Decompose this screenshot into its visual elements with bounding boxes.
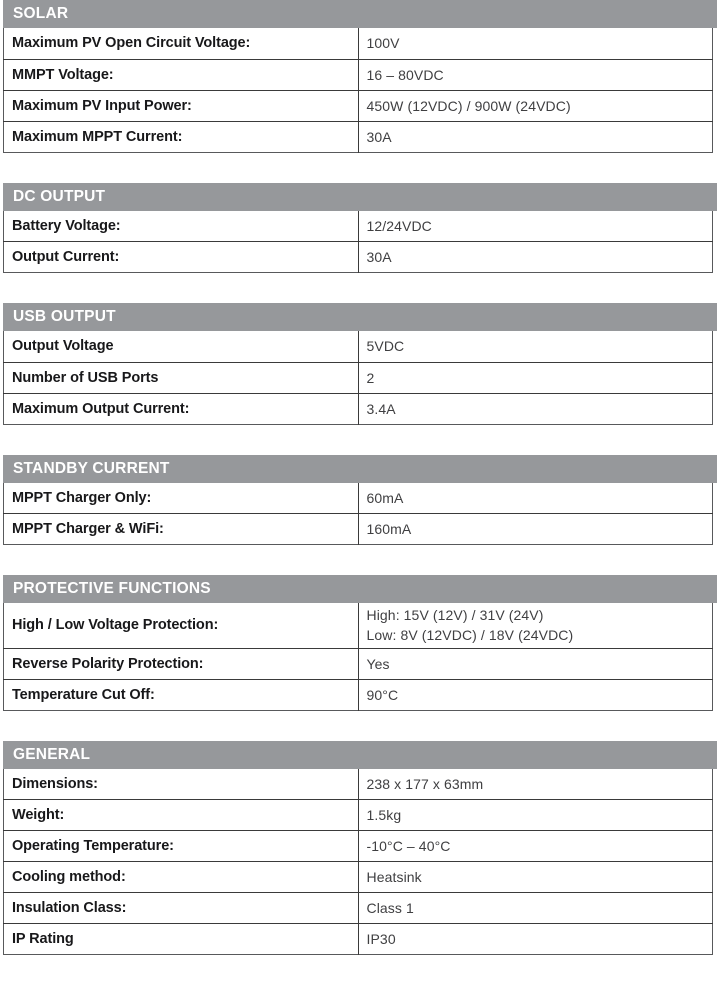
spec-value: 3.4A [366,400,396,417]
table-row [4,393,713,424]
spec-value: 12/24VDC [358,211,713,242]
spec-section [0,303,719,425]
spec-value: 90°C [366,686,399,703]
table-row [4,28,713,59]
table-row [4,59,713,90]
spec-value: 160mA [366,521,412,537]
spec-value-line: High: 15V (12V) / 31V (24V) [366,607,544,623]
spec-label: Cooling method: [4,862,359,893]
spec-label: Output Voltage [4,331,359,362]
spec-table [3,483,713,546]
section-header: PROTECTIVE FUNCTIONS [3,575,717,603]
spec-section [0,455,719,546]
section-header: DC OUTPUT [3,183,717,211]
spec-value: 2 [358,362,713,393]
section-header: STANDBY CURRENT [3,455,717,483]
spec-label: High / Low Voltage Protection: [4,603,359,648]
table-row [4,924,713,955]
table-row [4,800,713,831]
spec-section [0,0,719,153]
spec-label: IP Rating [4,924,359,955]
spec-table [3,769,713,956]
spec-value: 238 x 177 x 63mm [358,769,713,800]
table-row [4,211,713,242]
spec-label: MPPT Charger & WiFi: [4,514,359,545]
spec-value: Class 1 [358,893,713,924]
spec-value: -10°C – 40°C [358,831,713,862]
table-row [4,242,713,273]
spec-label: MPPT Charger Only: [4,483,359,514]
spec-label: Maximum MPPT Current: [4,121,359,152]
spec-value: 100V [358,28,713,59]
spec-label: Maximum PV Open Circuit Voltage: [4,28,359,59]
spec-value-line: Low: 8V (12VDC) / 18V (24VDC) [366,627,574,644]
spec-label: Reverse Polarity Protection: [4,648,359,679]
spec-section [0,575,719,711]
spec-table [3,211,713,274]
table-row [4,90,713,121]
table-row [4,121,713,152]
section-header: USB OUTPUT [3,303,717,331]
table-row [4,769,713,800]
table-row [4,893,713,924]
spec-label: Operating Temperature: [4,831,359,862]
spec-table [3,28,713,153]
spec-table [3,331,713,425]
section-header: GENERAL [3,741,717,769]
spec-label: MMPT Voltage: [4,59,359,90]
spec-value: Yes [358,648,713,679]
spec-value: 5VDC [358,331,713,362]
spec-value: 16 – 80VDC [358,59,713,90]
spec-section [0,183,719,274]
spec-value: 30A [366,128,392,145]
spec-value [358,603,713,648]
spec-value: 30A [366,249,392,265]
table-row [4,514,713,545]
spec-label: Maximum PV Input Power: [4,90,359,121]
spec-value: 1.5kg [358,800,713,831]
spec-table [3,603,713,711]
spec-label: Maximum Output Current: [4,393,359,424]
table-row [4,603,713,648]
table-row [4,483,713,514]
spec-section [0,741,719,956]
spec-value: 450W (12VDC) / 900W (24VDC) [358,90,713,121]
table-row [4,831,713,862]
table-row [4,862,713,893]
spec-label: Insulation Class: [4,893,359,924]
table-row [4,331,713,362]
spec-value: IP30 [366,931,396,948]
spec-label: Number of USB Ports [4,362,359,393]
spec-value: Heatsink [358,862,713,893]
spec-label: Weight: [4,800,359,831]
table-row [4,648,713,679]
spec-label: Dimensions: [4,769,359,800]
table-row [4,362,713,393]
section-header: SOLAR [3,0,717,28]
spec-value: 60mA [358,483,713,514]
spec-label: Output Current: [4,242,359,273]
table-row [4,679,713,710]
spec-label: Temperature Cut Off: [4,679,359,710]
spec-label: Battery Voltage: [4,211,359,242]
